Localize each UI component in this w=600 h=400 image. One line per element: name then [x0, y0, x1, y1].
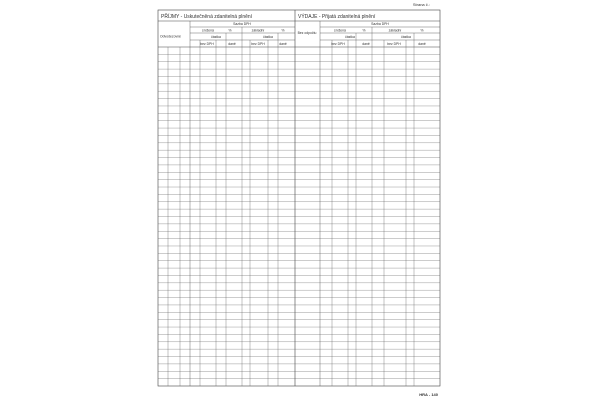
- income-basic-without-vat: bez DPH: [251, 42, 265, 46]
- form-code: HRA - 140: [419, 392, 438, 397]
- income-reduced-label: snížená: [202, 28, 214, 33]
- expenses-basic-percent: %: [420, 28, 424, 33]
- income-basic-label: základní: [251, 28, 265, 33]
- income-row-label: Odvodezovné: [160, 34, 181, 39]
- expenses-basic-tax: daně: [418, 42, 426, 46]
- income-reduced-amount: částka: [211, 35, 221, 39]
- income-basic-amount: částka: [263, 35, 273, 39]
- expenses-basic-amount: částka: [401, 35, 411, 39]
- expenses-reduced-without-vat: bez DPH: [331, 42, 345, 46]
- income-vat-rate-label: Sazba DPH: [233, 22, 251, 26]
- expenses-no-deduction-label: Bez odpočtu: [297, 31, 317, 35]
- page-number-label: Strana č.:: [412, 2, 430, 7]
- expenses-basic-without-vat: bez DPH: [387, 42, 401, 46]
- ledger-table: [150, 0, 450, 400]
- expenses-vat-rate-label: Sazba DPH: [371, 22, 389, 26]
- form-sheet: [150, 0, 450, 400]
- expenses-reduced-amount: částka: [345, 35, 355, 39]
- income-reduced-percent: %: [228, 28, 232, 33]
- income-basic-tax: daně: [279, 42, 287, 46]
- expenses-reduced-label: snížená: [334, 28, 346, 33]
- income-title: PŘÍJMY - Uskutečněná zdanitelná plnění: [161, 14, 253, 20]
- income-reduced-without-vat: bez DPH: [200, 42, 214, 46]
- expenses-reduced-tax: daně: [362, 42, 370, 46]
- income-basic-percent: %: [281, 28, 285, 33]
- expenses-basic-label: základní: [388, 28, 402, 33]
- expenses-title: VÝDAJE - Přijatá zdanitelná plnění: [298, 14, 376, 20]
- expenses-reduced-percent: %: [362, 28, 366, 33]
- table-frame: [158, 10, 440, 386]
- income-reduced-tax: daně: [228, 42, 236, 46]
